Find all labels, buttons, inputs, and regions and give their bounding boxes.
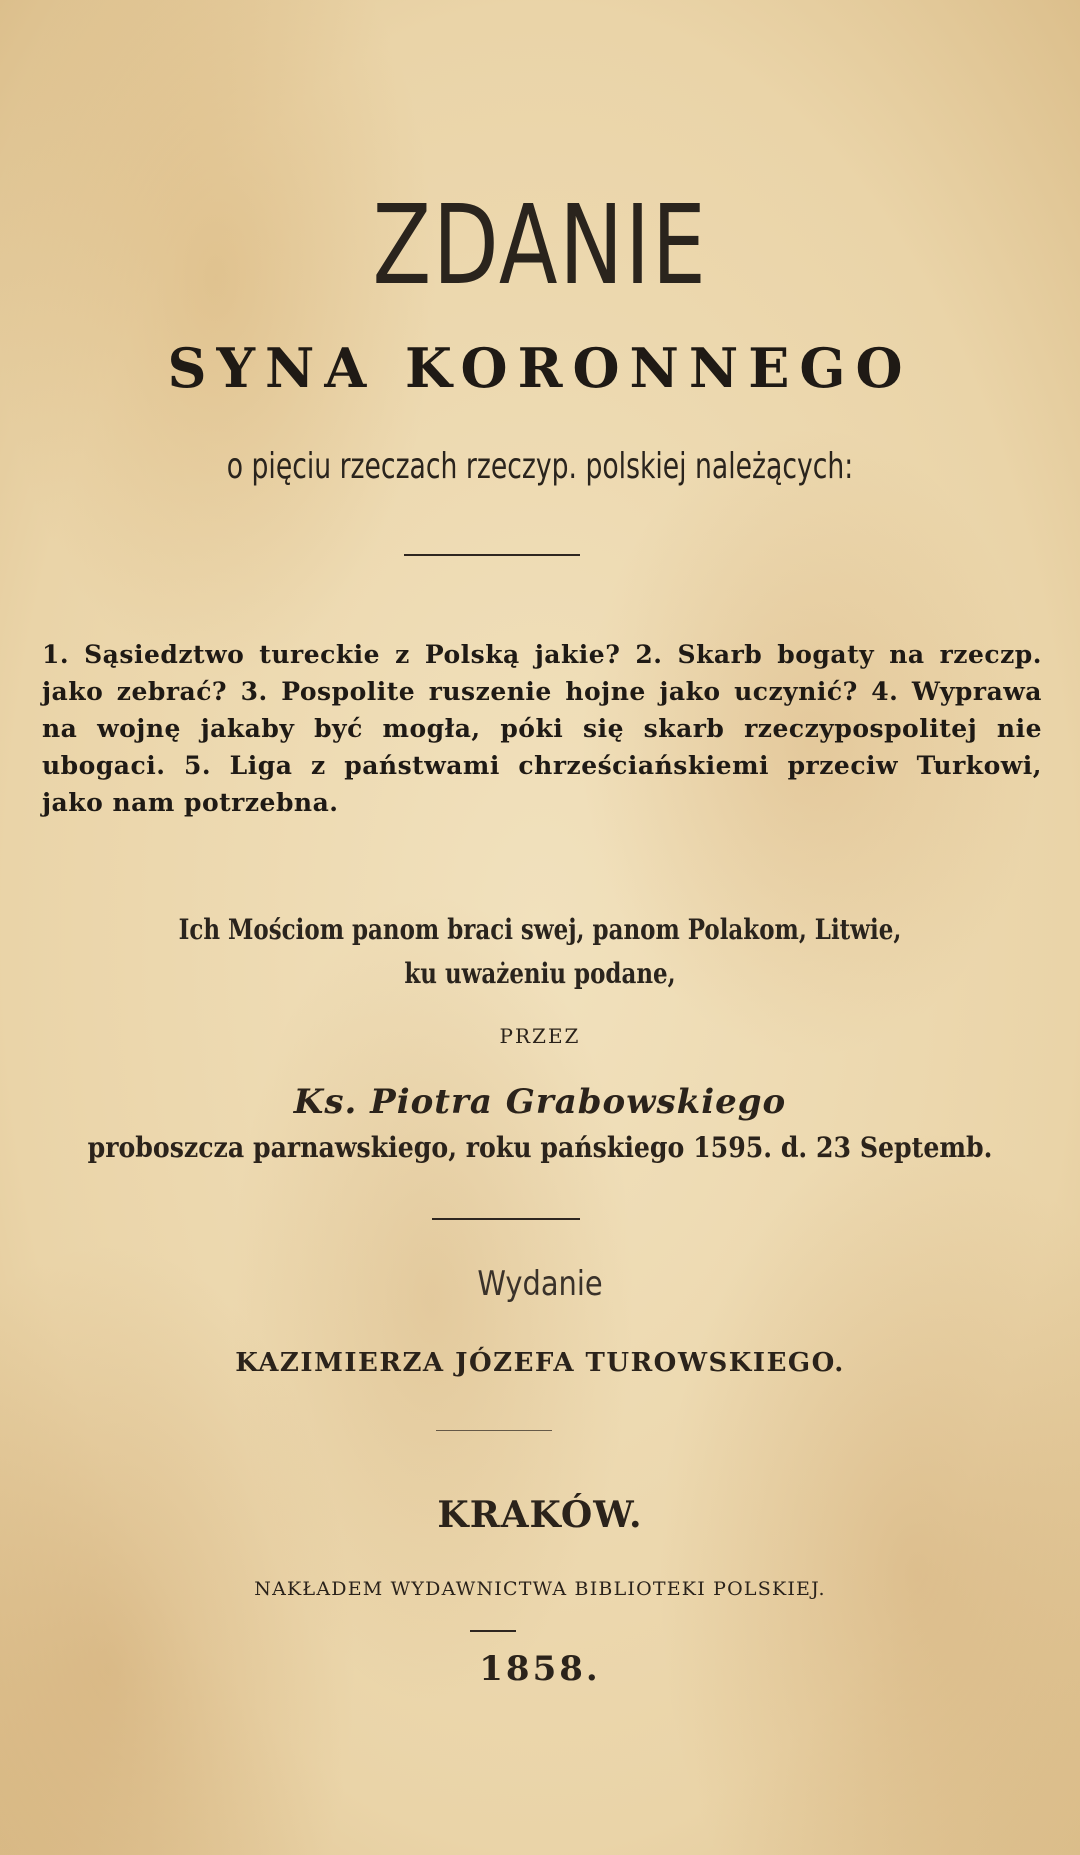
imprint-city: KRAKÓW. xyxy=(437,1494,643,1536)
topic-line: o pięciu rzeczach rzeczyp. polskiej należących: xyxy=(226,446,854,487)
imprint-year: 1858. xyxy=(479,1649,601,1689)
editor-name: KAZIMIERZA JÓZEFA TUROWSKIEGO. xyxy=(235,1348,845,1378)
divider-rule xyxy=(436,1430,552,1431)
publisher-line: NAKŁADEM WYDAWNICTWA BIBLIOTEKI POLSKIEJ. xyxy=(254,1578,826,1600)
divider-rule xyxy=(404,554,580,556)
divider-rule xyxy=(470,1630,516,1632)
author-role: proboszcza parnawskiego, roku pańskiego 1595. d. 23 Septemb. xyxy=(87,1131,993,1164)
contents-paragraph: 1. Sąsiedztwo tureckie z Polską jakie? 2. Skarb bogaty na rzeczp. jako zebrać? 3. Pospolite ruszenie hojne jako uczynić? 4. Wyprawa na wojnę jakaby być mogła, póki się skarb rzeczypospolitej nie ubogaci. 5. Liga z państwami chrześciańskiemi przeciw Turkowi, jako nam potrzebna. xyxy=(42,640,1042,817)
dedication-line: Ich Mościom panom braci swej, panom Polakom, Litwie, xyxy=(178,913,902,946)
edition-label: Wydanie xyxy=(477,1264,603,1304)
divider-rule xyxy=(432,1218,580,1220)
author-name: Ks. Piotra Grabowskiego xyxy=(293,1082,787,1122)
by-label: PRZEZ xyxy=(499,1024,581,1048)
book-title: ZDANIE xyxy=(372,181,708,309)
dedication-line: ku uważeniu podane, xyxy=(404,957,676,990)
book-subtitle: SYNA KORONNEGO xyxy=(167,336,913,400)
dedication xyxy=(97,908,983,996)
